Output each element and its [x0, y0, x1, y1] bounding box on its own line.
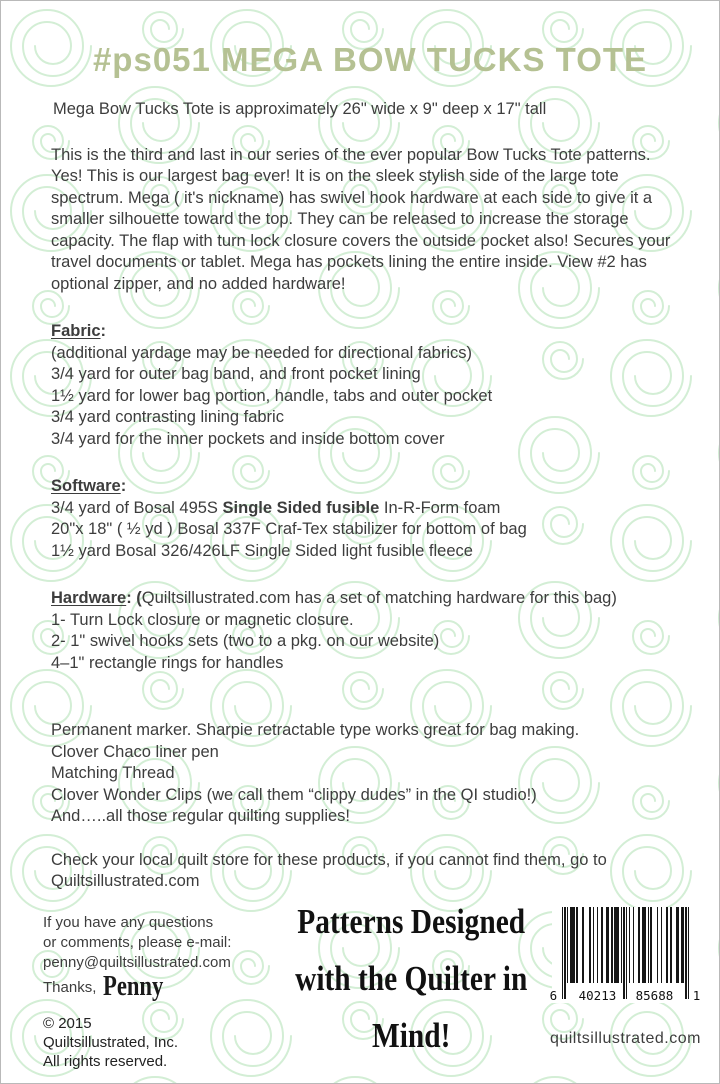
- fabric-section: [51, 321, 683, 450]
- fabric-line: 3/4 yard for the inner pockets and inside bottom cover: [51, 429, 445, 448]
- hardware-section: [51, 588, 683, 674]
- copyright-line: Quiltsillustrated, Inc.: [43, 1034, 179, 1051]
- contact-email: penny@quiltsillustrated.com: [43, 954, 231, 971]
- footer: [43, 901, 701, 1071]
- copyright-line: All rights reserved.: [43, 1053, 168, 1070]
- supplies-line: Clover Wonder Clips (we call them “clippy dudes” in the QI studio!): [51, 785, 537, 804]
- page-title: #ps051 MEGA BOW TUCKS TOTE: [92, 41, 648, 78]
- slogan-block: [273, 901, 549, 1071]
- hardware-line: 2- 1" swivel hooks sets (two to a pkg. on our website): [51, 632, 440, 650]
- thanks-row: [43, 970, 273, 1002]
- barcode-block: [549, 901, 701, 1071]
- thanks-label: Thanks,: [43, 979, 97, 996]
- slogan-text: [295, 893, 527, 1064]
- fabric-line: (additional yardage may be needed for directional fabrics): [51, 343, 472, 362]
- signature: Penny: [103, 970, 164, 1002]
- copyright-line: © 2015: [43, 1015, 92, 1032]
- software-line: 3/4 yard of Bosal 495S Single Sided fusible In-R-Form foam: [51, 498, 501, 517]
- hardware-line: 1- Turn Lock closure or magnetic closure.: [51, 610, 354, 629]
- fabric-heading: Fabric:: [51, 322, 107, 340]
- hardware-heading: Hardware: (Quiltsillustrated.com has a set of matching hardware for this bag): [51, 589, 617, 607]
- footer-contact-block: [43, 901, 273, 1071]
- software-line: 1½ yard Bosal 326/426LF Single Sided light fusible fleece: [51, 541, 473, 560]
- supplies-line: And…..all those regular quilting supplies!: [51, 807, 351, 825]
- website-url: quiltsillustrated.com: [549, 1030, 701, 1047]
- intro-paragraph: This is the third and last in our series of the ever popular Bow Tucks Tote patterns. Yes! This is our largest bag ever! It is on the sleek stylish side of the large tote spectrum. Mega ( it's nickname) has swivel hook hardware at each side to give it a smaller silhouette toward the top. They can be released to increase the storage capacity. The flap with turn lock closure covers the outside pocket also! Secures your travel documents or tablet. Mega has pockets lining the entire inside. View #2 has optional zipper, and no added hardware!: [51, 145, 671, 293]
- contact-line: If you have any questions: [43, 914, 214, 931]
- hardware-line: 4–1" rectangle rings for handles: [51, 653, 284, 672]
- software-line: 20"x 18" ( ½ yd ) Bosal 337F Craf-Tex stabilizer for bottom of bag: [51, 520, 527, 538]
- fabric-line: 3/4 yard contrasting lining fabric: [51, 408, 284, 426]
- fabric-line: 1½ yard for lower bag portion, handle, tabs and outer pocket: [51, 386, 493, 405]
- copyright-block: [43, 1014, 273, 1071]
- contact-line: or comments, please e-mail:: [43, 934, 232, 951]
- supplies-line: Permanent marker. Sharpie retractable type works great for bag making.: [51, 721, 580, 739]
- size-subtitle: Mega Bow Tucks Tote is approximately 26" wide x 9" deep x 17" tall: [53, 100, 547, 118]
- slogan-line: Mind!: [372, 1016, 451, 1055]
- software-heading: Software:: [51, 477, 127, 495]
- supplies-line: Clover Chaco liner pen: [51, 742, 219, 761]
- upc-barcode: [549, 907, 701, 1003]
- supplies-line: Matching Thread: [51, 764, 175, 782]
- slogan-line: Patterns Designed: [297, 902, 526, 941]
- fabric-line: 3/4 yard for outer bag band, and front pocket lining: [51, 365, 421, 383]
- slogan-line: with the Quilter in: [295, 959, 528, 998]
- barcode-digits: 6 40213 85688 1: [549, 988, 701, 1003]
- store-note: Check your local quilt store for these products, if you cannot find them, go to Quiltsillustrated.com: [51, 850, 607, 890]
- contact-text: [43, 913, 273, 973]
- software-section: [51, 476, 683, 562]
- supplies-section: [51, 720, 689, 828]
